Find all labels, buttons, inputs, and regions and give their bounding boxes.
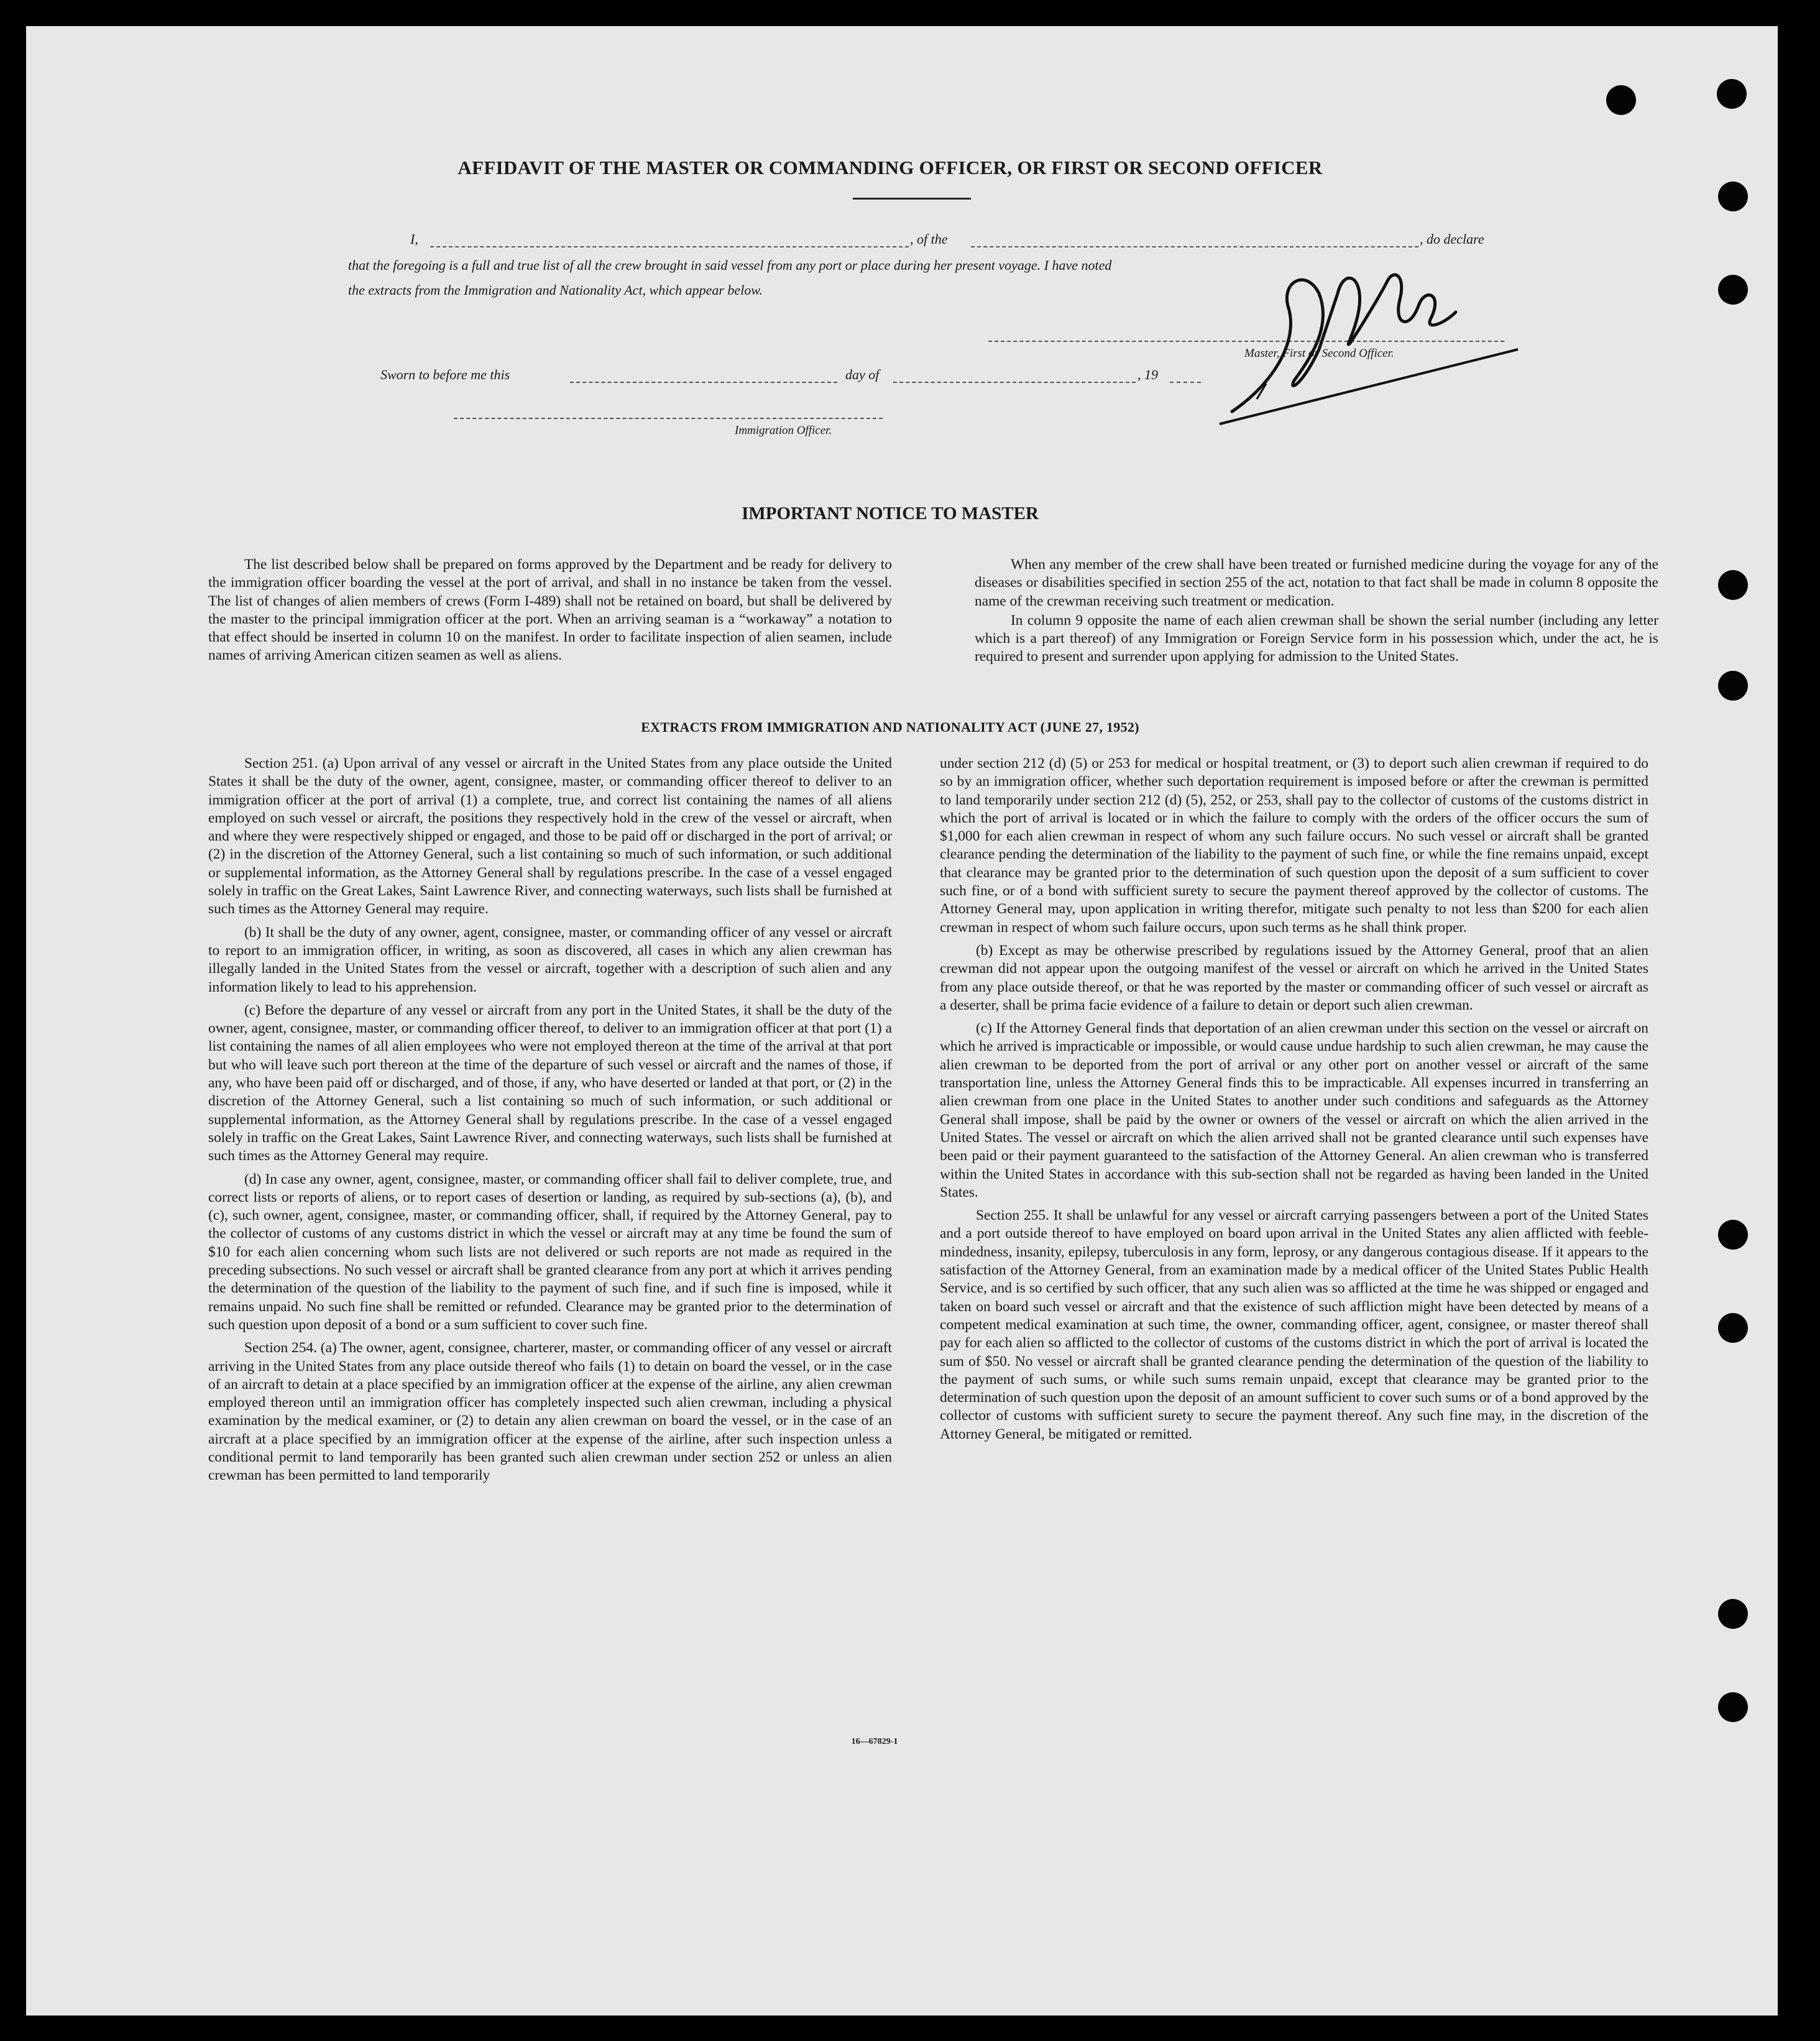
affidavit-line-3: the extracts from the Immigration and Nationality Act, which appear below. [348,282,763,298]
punch-hole [1606,85,1636,115]
title-underline [853,198,971,200]
punch-hole [1717,79,1747,109]
punch-hole [1718,1313,1748,1343]
notice-right-column [975,556,1658,671]
extracts-title: EXTRACTS FROM IMMIGRATION AND NATIONALITY ACT (JUNE 27, 1952) [641,719,1139,735]
extract-paragraph: (b) Except as may be otherwise prescribed by regulations issued by the Attorney General, proof that an alien crewman did not appear upon the outgoing manifest of the vessel or aircraft on which he arrived in the United States from any place outside thereof, or that he was reported by the master or commanding officer of such vessel or aircraft as a deserter, shall be prima facie evidence of a failure to detain or deport such alien crewman. [940,942,1648,1013]
notice-paragraph: The list described below shall be prepared on forms approved by the Department and be ready for delivery to the immigration officer boarding the vessel at the port of arrival, and shall in no instance be taken from the vessel. The list of changes of alien members of crews (Form I-489) shall not be retained on board, but shall be delivered by the master to the principal immigration officer at the port. When an arriving seaman is a “workaway” a notation to that effect should be inserted in column 10 on the manifest. In order to facilitate inspection of alien seamen, include names of arriving American citizen seamen as well as aliens. [208,556,892,664]
extracts-left-column [208,755,892,1490]
affidavit-i: I, [410,231,418,247]
punch-hole [1718,671,1748,701]
vessel-blank-line [971,246,1418,247]
extracts-right-column [940,755,1648,1449]
year-line [1170,382,1201,383]
handwritten-signature [1195,256,1555,443]
extract-paragraph: Section 251. (a) Upon arrival of any vessel or aircraft in the United States from any place outside the United States it shall be the duty of the owner, agent, consignee, master, or commanding officer thereof to deliver to an immigration officer at the port of arrival (1) a complete, true, and correct list containing the names of all aliens employed on such vessel or aircraft, the positions they respectively hold in the crew of the vessel or aircraft, when and where they were respectively shipped or engaged, and those to be paid off or discharged in the port of arrival; or (2) in the discretion of the Attorney General, such a list containing so much of such information, or such additional or supplemental information, as the Attorney General shall by regulations prescribe. In the case of a vessel engaged solely in traffic on the Great Lakes, Saint Lawrence River, and connecting waterways, such lists shall be furnished at such times as the Attorney General may require. [208,755,892,918]
officer-signature-line [454,418,883,419]
extract-paragraph: (b) It shall be the duty of any owner, agent, consignee, master, or commanding officer of any vessel or aircraft to report to an immigration officer, in writing, as soon as discovered, all cases in which any alien crewman has illegally landed in the United States from the vessel or aircraft, together with a description of such alien and any information likely to lead to his apprehension. [208,924,892,995]
sworn-label: Sworn to before me this [380,367,510,382]
notice-paragraph: When any member of the crew shall have been treated or furnished medicine during the voyage for any of the diseases or disabilities specified in section 255 of the act, notation to that fact shall be made in column 8 opposite the name of the crewman receiving such treatment or medication. [975,556,1658,609]
notice-paragraph: In column 9 opposite the name of each alien crewman shall be shown the serial number (including any letter which is a part thereof) of any Immigration or Foreign Service form in his possession which, under the act, he is required to present and surrender upon applying for admission to the United States. [975,612,1658,665]
name-blank-line [430,246,909,247]
affidavit-title: AFFIDAVIT OF THE MASTER OR COMMANDING OFFICER, OR FIRST OR SECOND OFFICER [457,157,1323,178]
extract-paragraph: (c) Before the departure of any vessel or aircraft from any port in the United States, it shall be the duty of the owner, agent, consignee, master, or commanding officer thereof, to deliver to an immigration officer at that port (1) a list containing the names of all alien employees who were not employed thereon at the time of the arrival at that port but who will leave such port thereon at the time of the departure of such vessel or aircraft and the names of those, if any, who have been paid off or discharged, and of those, if any, who have deserted or landed at that port, or (2) in the discretion of the Attorney General, such a list containing so much of such information, or such additional or supplemental information, as the Attorney General shall by regulations prescribe. In the case of a vessel engaged solely in traffic on the Great Lakes, Saint Lawrence River, and connecting waterways, such lists shall be furnished at such times as the Attorney General may require. [208,1002,892,1164]
extract-paragraph: Section 255. It shall be unlawful for any vessel or aircraft carrying passengers between a port of the United States and a port outside thereof to have employed on board upon arrival in the United States any alien afflicted with feeble-mindedness, insanity, epilepsy, tuberculosis in any form, leprosy, or any dangerous contagious disease. If it appears to the satisfaction of the Attorney General, from an examination made by a medical officer of the United States Public Health Service, and is so certified by such officer, that any such alien was so afflicted at the time he was shipped or engaged and taken on board such vessel or aircraft and that the existence of such affliction might have been detected by means of a competent medical examination at such time, the owner, commanding officer, agent, consignee, or master thereof shall pay for each alien so afflicted to the collector of customs of the customs district in which the port of arrival is located the sum of $50. No vessel or aircraft shall be granted clearance pending the determination of the question of the liability to the payment of such sums, or while such sums remain unpaid, except that clearance may be granted prior to the determination of such question upon the deposit of an amount sufficient to cover such sums or of a bond approved by the collector of customs with sufficient surety to secure the payment thereof. Any such fine may, in the discretion of the Attorney General, be mitigated or remitted. [940,1207,1648,1442]
punch-hole [1718,275,1748,305]
form-number: 16—67829-1 [851,1737,898,1746]
punch-hole [1718,570,1748,600]
notice-title: IMPORTANT NOTICE TO MASTER [742,504,1039,523]
affidavit-declare: , do declare [1420,231,1484,247]
sworn-date-line [570,382,837,383]
punch-hole [1718,182,1748,211]
month-line [893,382,1136,383]
document-page [26,26,1778,2016]
extract-paragraph: (c) If the Attorney General finds that deportation of an alien crewman under this section on the vessel or aircraft on which he arrived is impracticable or impossible, or would cause undue hardship to such alien crewman, he may cause the alien crewman to be deported from the port of arrival or any other port on another vessel or aircraft of the same transportation line, unless the Attorney General finds this to be impracticable. All expenses incurred in transferring an alien crewman from one place in the United States to another under such conditions and safeguards as the Attorney General shall impose, shall be paid by the owner or owners of the vessel or aircraft on which the alien arrived in the United States. The vessel or aircraft on which the alien arrived shall not be granted clearance until such expenses have been paid or their payment guaranteed to the satisfaction of the Attorney General. An alien crewman who is transferred within the United States in accordance with this sub-section shall not be regarded as having been landed in the United States. [940,1020,1648,1200]
master-label: Master, First or Second Officer. [1244,347,1394,360]
immigration-officer-label: Immigration Officer. [735,424,832,437]
punch-hole [1718,1692,1748,1722]
affidavit-of-the: , of the [910,231,948,247]
notice-left-column [208,556,892,670]
punch-hole [1718,1220,1748,1250]
affidavit-line-2: that the foregoing is a full and true list of all the crew brought in said vessel from any port or place during her present voyage. I have noted [348,257,1112,273]
punch-hole [1718,1599,1748,1629]
day-of-label: day of [845,367,880,382]
extract-paragraph: under section 212 (d) (5) or 253 for medical or hospital treatment, or (3) to deport such alien crewman if required to do so by an immigration officer, whether such deportation requirement is imposed before or after the crewman is permitted to land temporarily under section 212 (d) (5), 252, or 253, shall pay to the collector of customs of the customs district in which the port of arrival is located or in which the failure to comply with the orders of the officer occurs the sum of $1,000 for each alien crewman in respect of whom any such failure occurs. No such vessel or aircraft shall be granted clearance pending the determination of the liability to the payment of such fine, or while the fine remains unpaid, except that clearance may be granted prior to the determination of such question upon the deposit of a sum sufficient to cover such fine, or of a bond with sufficient surety to secure the payment thereof approved by the collector of customs. The Attorney General may, upon application in writing therefor, mitigate such penalty to not less than $200 for each alien crewman in respect of whom such failure occurs, upon such terms as he shall think proper. [940,755,1648,936]
extract-paragraph: Section 254. (a) The owner, agent, consignee, charterer, master, or commanding officer of any vessel or aircraft arriving in the United States from any place outside thereof who fails (1) to detain on board the vessel, or in the case of an aircraft to detain at a place specified by an immigration officer at the expense of the airline, any alien crewman employed thereon until an immigration officer has completely inspected such alien crewman, including a physical examination by the medical examiner, or (2) to detain any alien crewman on board the vessel, or in the case of an aircraft at a place specified by an immigration officer at the expense of the airline, after such inspection unless a conditional permit to land temporarily has been granted such alien crewman under section 252 or unless an alien crewman has been permitted to land temporarily [208,1340,892,1484]
extract-paragraph: (d) In case any owner, agent, consignee, master, or commanding officer shall fail to deliver complete, true, and correct lists or reports of aliens, or to report cases of desertion or landing, as required by sub-sections (a), (b), and (c), such owner, agent, consignee, master, or commanding officer, shall, if required by the Attorney General, pay to the collector of customs of any customs district in which the vessel or aircraft may at any time be found the sum of $10 for each alien concerning whom such lists are not delivered or such reports are not made as required in the preceding subsections. No such vessel or aircraft shall be granted clearance from any port at which it arrives pending the determination of the question of the liability to the payment of such fine, and if such fine is imposed, while it remains unpaid. No such fine shall be remitted or refunded. Clearance may be granted prior to the determination of such question upon deposit of a bond or a sum sufficient to cover such fine. [208,1171,892,1333]
year-label: , 19 [1138,367,1158,382]
